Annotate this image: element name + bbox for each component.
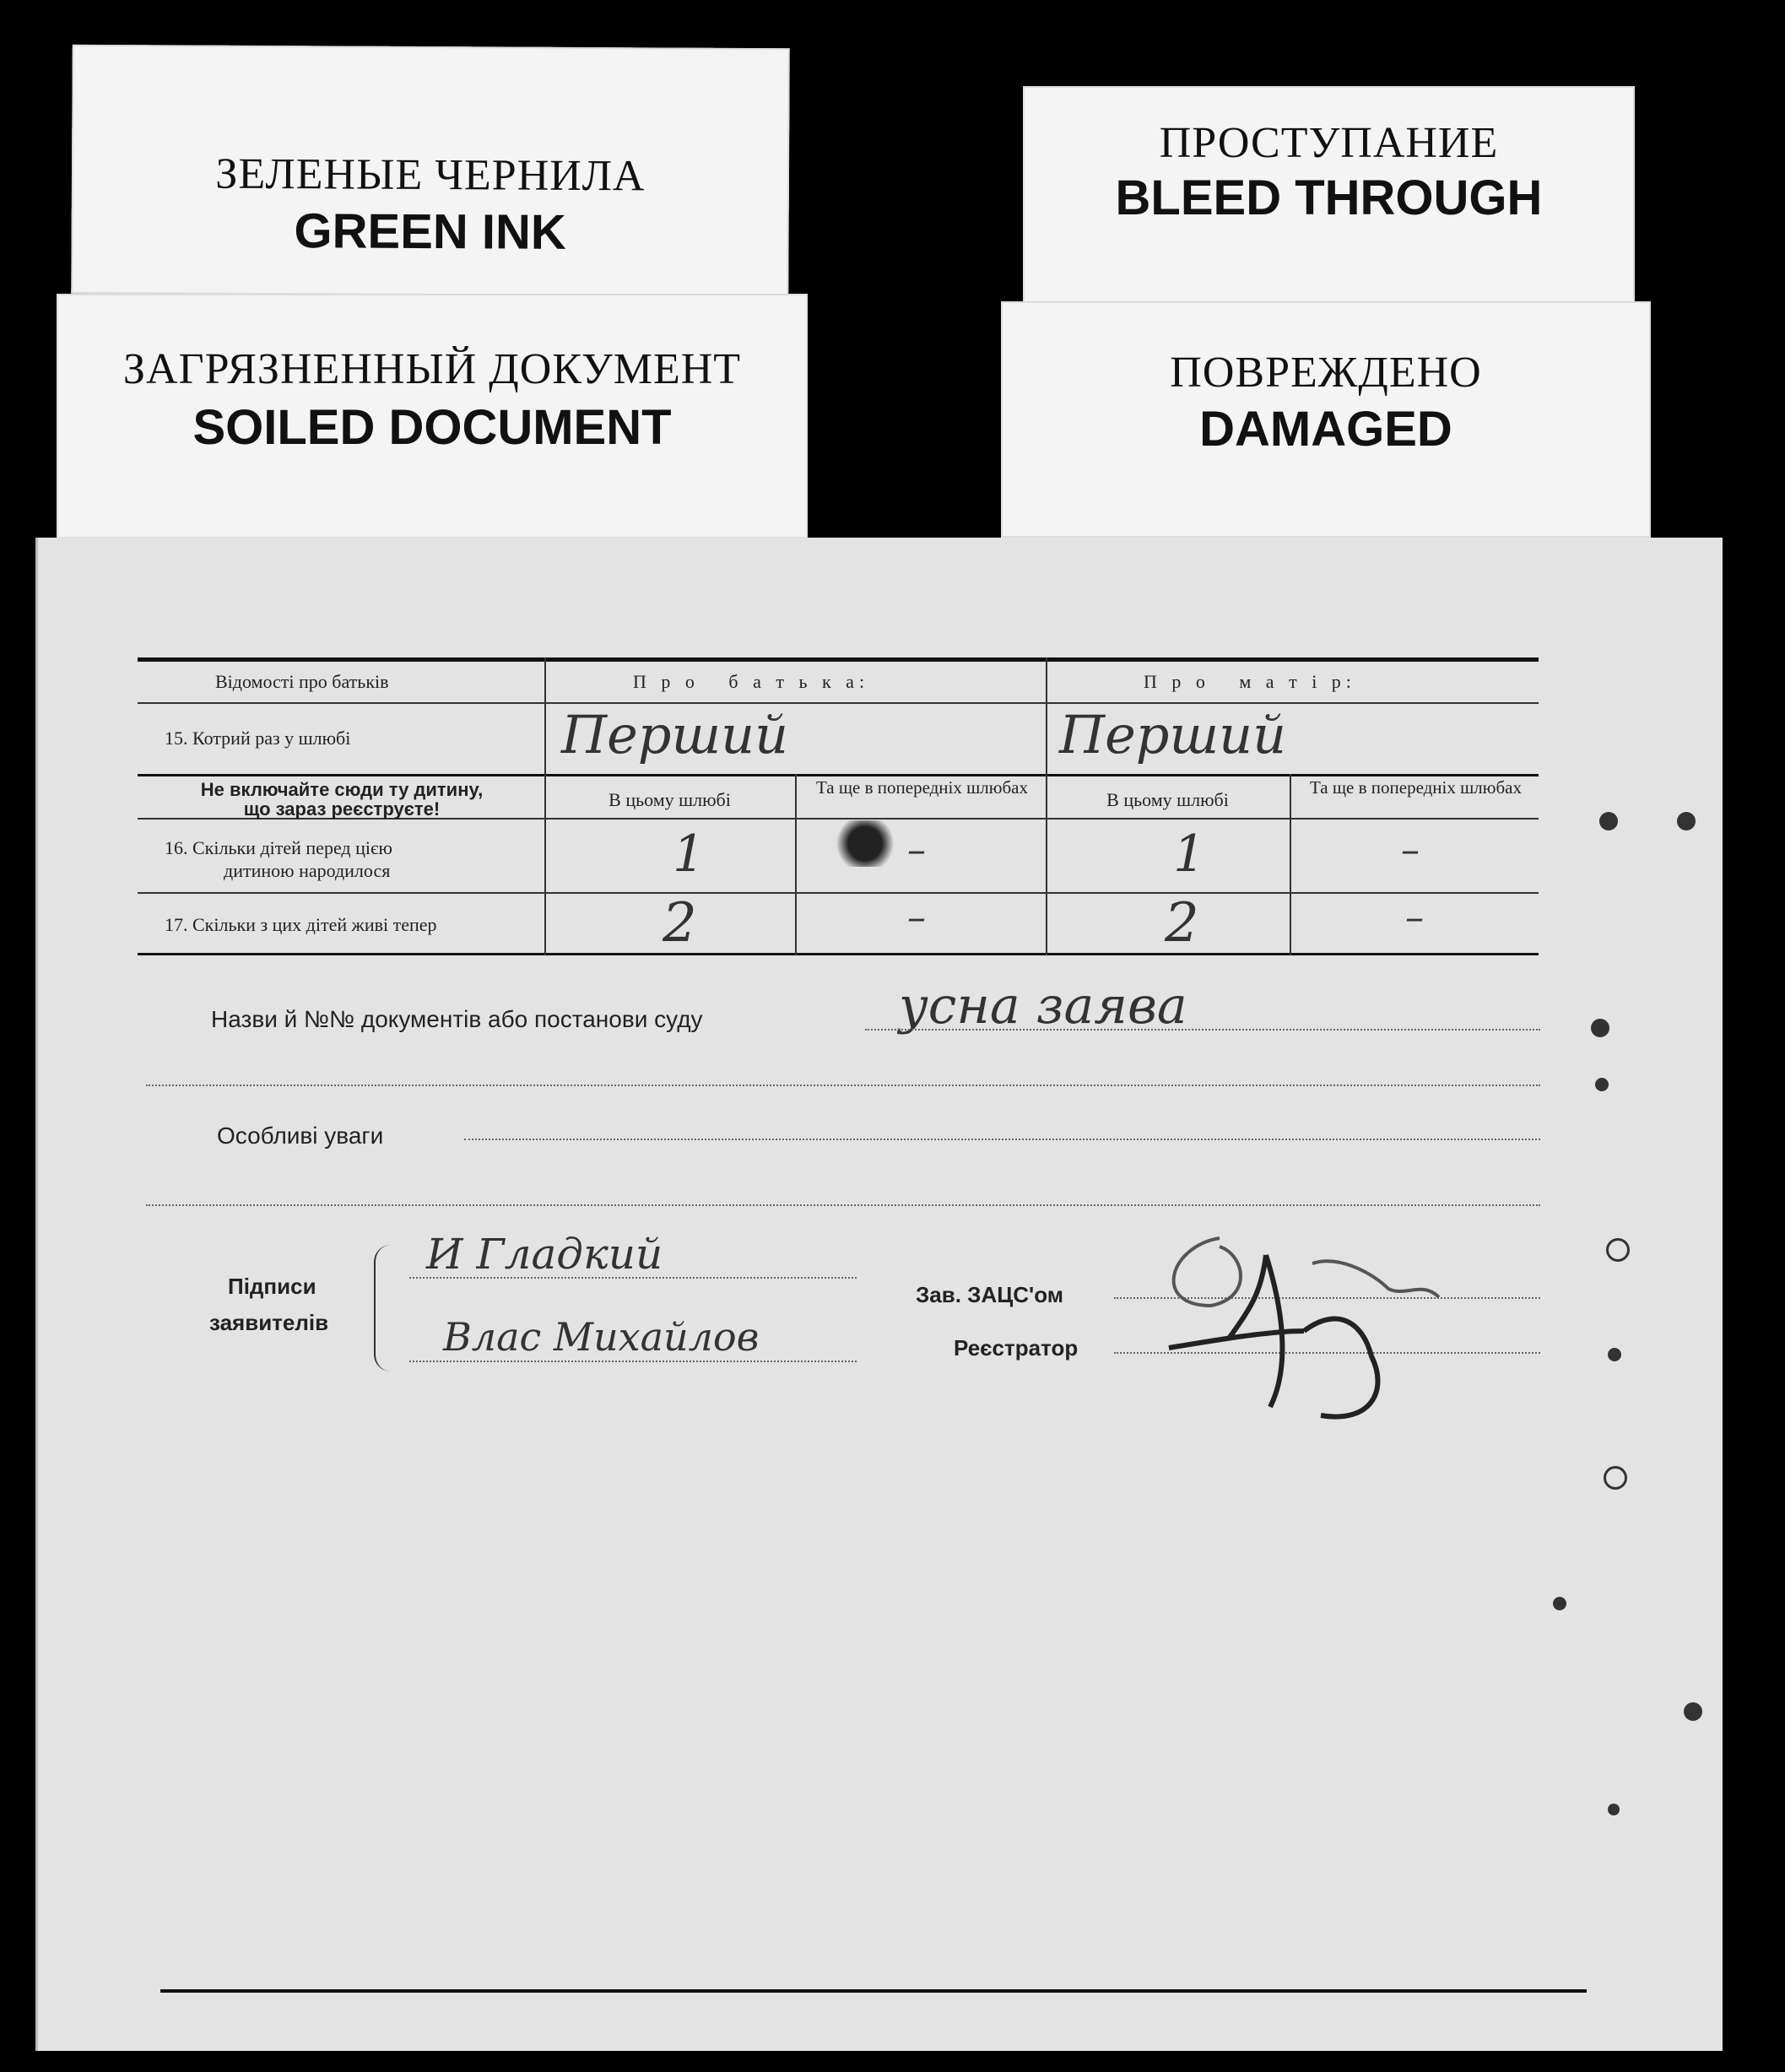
signatures-label-line1: Підписи xyxy=(228,1274,316,1299)
col-this-marriage-mother: В цьому шлюбі xyxy=(1106,789,1229,810)
table-rule xyxy=(138,892,1539,894)
row16-father-this: 1 xyxy=(673,825,706,884)
documents-dotted-line-2 xyxy=(146,1085,1540,1086)
remarks-label: Особливі уваги xyxy=(217,1123,384,1149)
ink-blot xyxy=(823,820,907,867)
table-top-rule xyxy=(138,657,1539,662)
page-bottom-rule xyxy=(160,1989,1587,1993)
punch-hole xyxy=(1677,812,1696,830)
documents-value: усна заява xyxy=(899,976,1187,1036)
label-soiled-document-ru: ЗАГРЯЗНЕННЫЙ ДОКУМЕНТ xyxy=(122,345,742,393)
row16-label-line2: дитиною народилося xyxy=(224,860,391,881)
col-this-marriage-father: В цьому шлюбі xyxy=(609,789,731,810)
punch-hole xyxy=(1591,1019,1609,1037)
row15-label: 15. Котрий раз у шлюбі xyxy=(165,728,351,749)
head-of-registry-label: Зав. ЗАЦС'ом xyxy=(916,1282,1063,1307)
row17-mother-this: 2 xyxy=(1165,892,1199,955)
row16-mother-prev: – xyxy=(1401,829,1420,872)
row17-father-this: 2 xyxy=(663,892,697,955)
signatures-label-line2: заявителів xyxy=(209,1310,329,1335)
row17-father-prev: – xyxy=(907,896,926,939)
label-soiled-document-en: SOILED DOCUMENT xyxy=(192,400,672,455)
signature-dotted-line-2 xyxy=(409,1361,857,1362)
label-damaged-en: DAMAGED xyxy=(1199,402,1452,457)
label-green-ink xyxy=(71,45,790,297)
table-column-line xyxy=(1290,774,1291,955)
note-exclude-child-line2: що зараз реєструєте! xyxy=(243,798,441,820)
table-rule xyxy=(138,774,1539,776)
remarks-dotted-line xyxy=(464,1139,1540,1140)
punch-hole xyxy=(1608,1804,1620,1815)
header-parents-info: Відомості про батьків xyxy=(215,671,389,692)
header-about-father: П р о б а т ь к а: xyxy=(633,671,870,692)
row16-label-line1: 16. Скільки дітей перед цією xyxy=(165,837,392,858)
registrar-signature xyxy=(1118,1204,1506,1432)
applicant-signature-2: Влас Михайлов xyxy=(443,1314,760,1360)
label-bleed-through-ru: ПРОСТУПАНИЕ xyxy=(1159,119,1499,167)
punch-hole xyxy=(1684,1702,1702,1721)
col-previous-marriages-mother: Та ще в попередніх шлюбах xyxy=(1310,777,1522,798)
table-column-line xyxy=(795,774,797,955)
row17-label: 17. Скільки з цих дітей живі тепер xyxy=(165,914,437,935)
punch-hole xyxy=(1608,1348,1621,1361)
label-damaged-ru: ПОВРЕЖДЕНО xyxy=(1170,349,1482,397)
row15-mother-value: Перший xyxy=(1059,704,1287,766)
header-about-mother: П р о м а т і р: xyxy=(1144,671,1356,692)
punch-hole xyxy=(1604,1466,1627,1490)
col-previous-marriages-father: Та ще в попередніх шлюбах xyxy=(816,777,1028,798)
applicant-signature-1: И Гладкий xyxy=(426,1230,663,1279)
row17-mother-prev: – xyxy=(1405,896,1424,939)
signatures-brace xyxy=(374,1245,392,1371)
table-rule xyxy=(138,702,1539,704)
punch-hole xyxy=(1606,1238,1630,1262)
label-damaged xyxy=(1001,301,1651,538)
label-green-ink-en: GREEN INK xyxy=(294,203,566,260)
documents-label: Назви й №№ документів або постанови суду xyxy=(211,1006,703,1032)
row16-mother-this: 1 xyxy=(1173,825,1206,884)
punch-hole xyxy=(1553,1597,1566,1610)
documents-dotted-line xyxy=(865,1029,1540,1031)
punch-hole xyxy=(1599,812,1618,830)
punch-hole xyxy=(1595,1078,1609,1091)
row16-father-prev: – xyxy=(907,829,926,872)
label-bleed-through-en: BLEED THROUGH xyxy=(1115,170,1543,225)
registrar-label: Реєстратор xyxy=(954,1335,1079,1361)
label-green-ink-ru: ЗЕЛЕНЫЕ ЧЕРНИЛА xyxy=(215,149,646,201)
document-page xyxy=(35,538,1723,2051)
table-bottom-rule xyxy=(138,953,1539,955)
note-exclude-child-line1: Не включайте сюди ту дитину, xyxy=(200,779,484,800)
row15-father-value: Перший xyxy=(561,704,789,766)
label-bleed-through xyxy=(1023,86,1635,318)
signature-dotted-line-1 xyxy=(409,1277,857,1279)
label-soiled-document xyxy=(57,294,808,538)
